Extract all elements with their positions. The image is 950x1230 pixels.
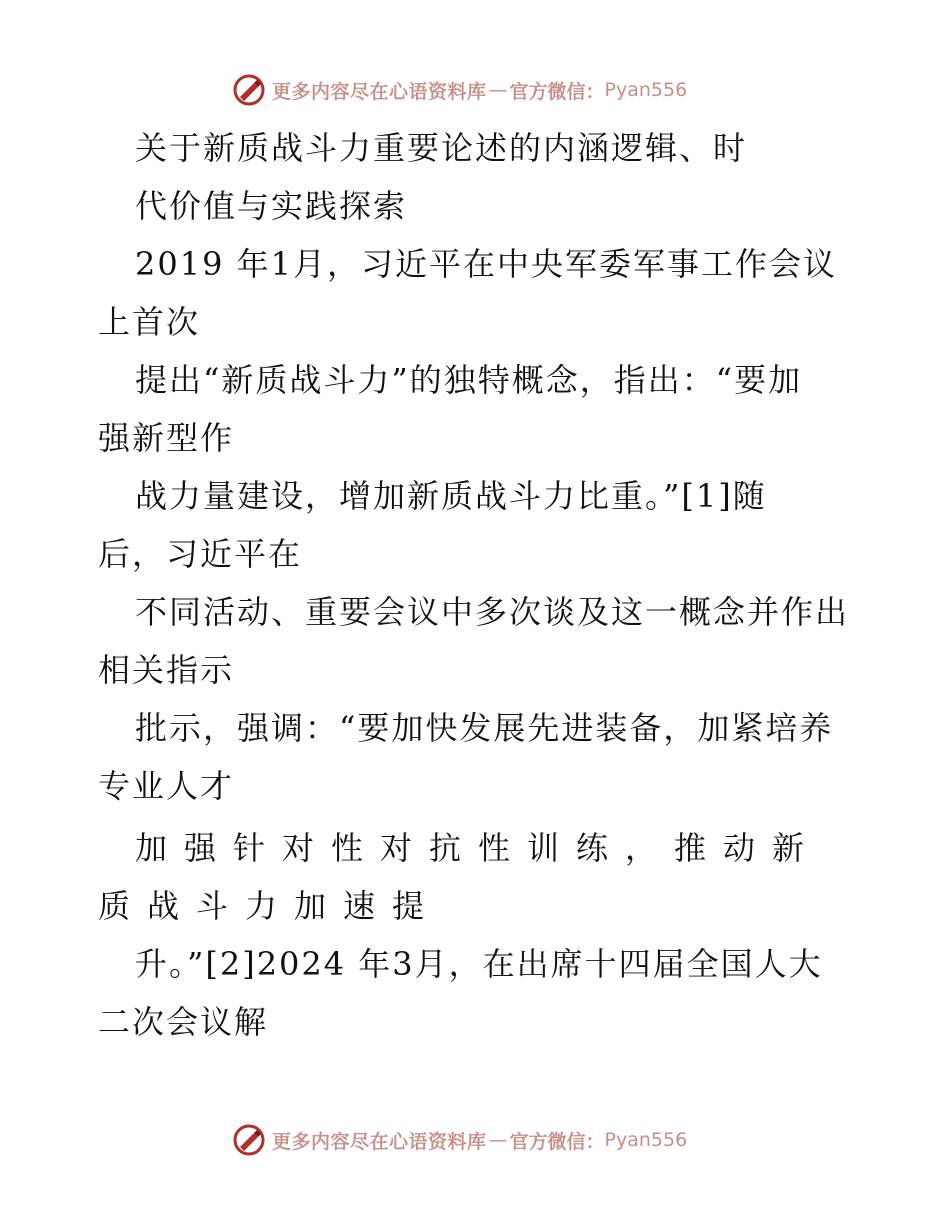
doc-line: 代价值与实践探索 (135, 187, 408, 225)
header-wechat-label: 官方微信： (509, 80, 605, 103)
footer-dash: — (488, 1129, 508, 1151)
doc-line: 加强针对性对抗性训练，推动新 (135, 829, 822, 867)
header-site-text: 更多内容尽在心语资料库 (272, 80, 487, 103)
pen-logo-icon (232, 73, 266, 107)
header-dash: — (488, 79, 508, 101)
header-watermark (0, 70, 950, 110)
doc-line: 专业人才 (98, 767, 235, 805)
pen-logo-icon (232, 1123, 266, 1157)
doc-line: 2019 年1月，习近平在中央军委军事工作会议 (135, 245, 837, 283)
doc-line: 二次会议解 (98, 1003, 269, 1041)
doc-line: 上首次 (98, 303, 201, 341)
footer-site-text: 更多内容尽在心语资料库 (272, 1130, 487, 1153)
doc-line: 提出“新质战斗力”的独特概念，指出：“要加 (135, 361, 803, 399)
doc-line: 后，习近平在 (98, 535, 303, 573)
doc-line: 关于新质战斗力重要论述的内涵逻辑、时 (135, 129, 748, 167)
doc-line: 质战斗力加速提 (98, 887, 442, 925)
footer-wechat-id: Pyan556 (604, 1129, 688, 1151)
doc-line: 批示，强调：“要加快发展先进装备，加紧培养 (135, 709, 834, 747)
doc-line: 相关指示 (98, 651, 235, 689)
doc-line: 不同活动、重要会议中多次谈及这一概念并作出 (135, 593, 850, 631)
doc-line: 升。”[2]2024 年3月，在出席十四届全国人大 (135, 945, 823, 983)
header-wechat-id: Pyan556 (604, 79, 688, 101)
footer-wechat-label: 官方微信： (509, 1130, 605, 1153)
doc-line: 强新型作 (98, 419, 235, 457)
footer-watermark (0, 1120, 950, 1160)
doc-line: 战力量建设，增加新质战斗力比重。”[1]随 (135, 477, 767, 515)
